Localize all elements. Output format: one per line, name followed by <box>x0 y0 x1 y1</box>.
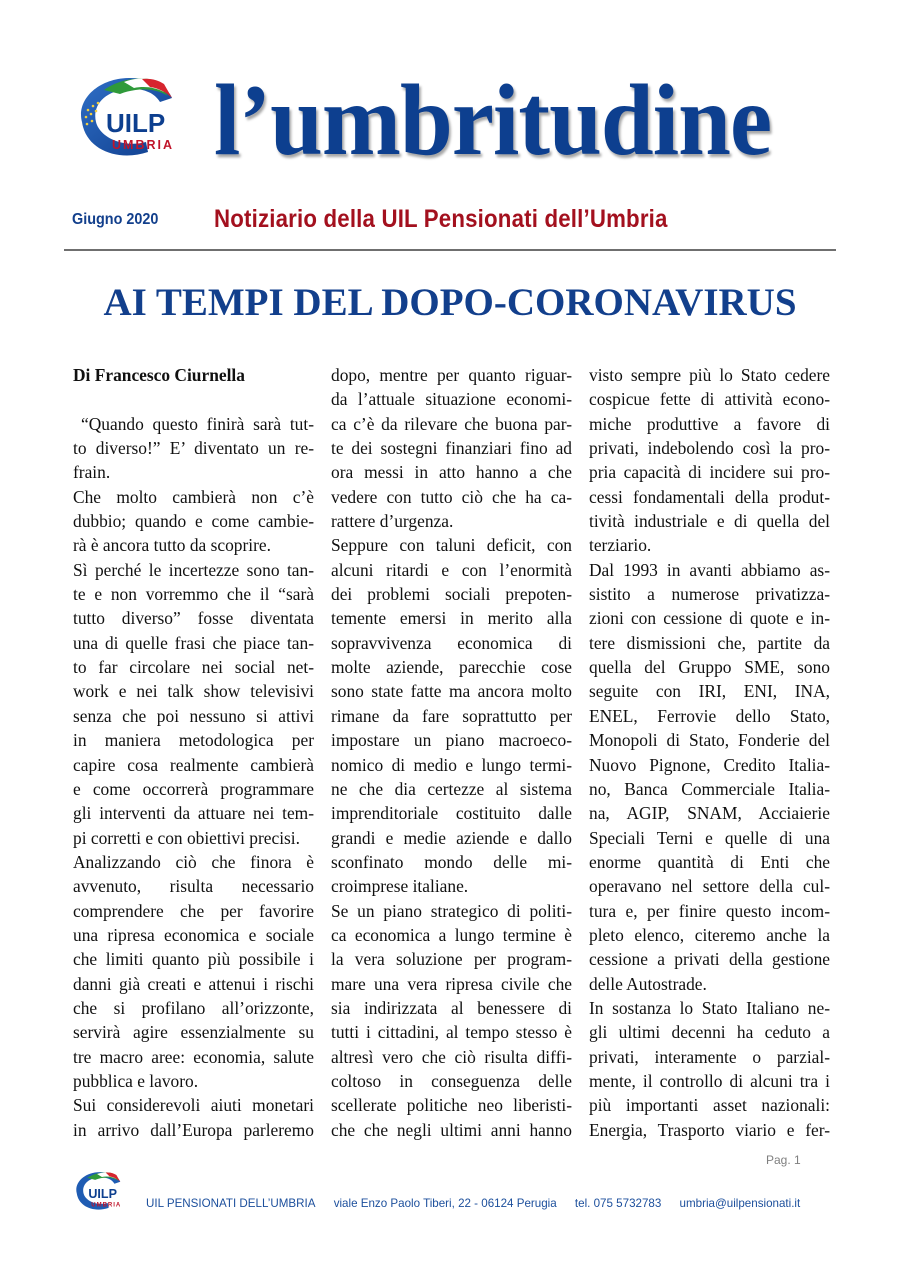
text-line: Nuovo Pignone, Credito Italia- <box>589 754 830 775</box>
text-line: sopravvivenza economica di <box>331 632 572 653</box>
text-line: grandi e medie aziende e dallo <box>331 827 572 848</box>
text-line: dopo, mentre per quanto riguar- <box>331 365 572 385</box>
text-line: Sì perché le incertezze sono tan- <box>73 559 314 580</box>
text-line: in arrivo dall’Europa parleremo <box>73 1119 314 1140</box>
text-line: senza che poi nessuno si attivi <box>73 705 314 726</box>
page-number: Pag. 1 <box>766 1153 801 1167</box>
text-line: più importanti asset nazionali: <box>589 1095 830 1116</box>
text-line: cospicue fette di attività econo- <box>589 389 830 410</box>
text-line: seguite con IRI, ENI, INA, <box>589 681 830 702</box>
text-line: rimane da fare soprattutto per <box>331 705 572 726</box>
text-line: molte aziende, parecchie cose <box>331 657 572 678</box>
newsletter-tagline: Notiziario della UIL Pensionati dell’Umbria <box>214 205 668 233</box>
text-line: mare una vera ripresa civile che <box>331 973 572 994</box>
text-line: work e nei talk show televisivi <box>73 681 314 702</box>
text-line: dei problemi sociali prepoten- <box>331 584 572 605</box>
text-line: croimprese italiane. <box>331 876 469 897</box>
text-line: sia indirizzata al benessere di <box>331 997 572 1018</box>
svg-text:UMBRIA: UMBRIA <box>91 1202 122 1209</box>
svg-text:UILP: UILP <box>88 1187 117 1202</box>
footer-organization: UIL PENSIONATI DELL’UMBRIA <box>146 1197 316 1210</box>
text-line: cessi fondamentali della produt- <box>589 486 830 507</box>
text-line: una di quelle frasi che piace tan- <box>73 632 314 653</box>
footer-address: viale Enzo Paolo Tiberi, 22 - 06124 Perugia <box>333 1197 557 1210</box>
text-line: vedere con tutto ciò che ha ca- <box>331 486 572 507</box>
article-column-1 <box>73 363 314 1142</box>
text-line: temente emersi in merito alla <box>331 608 572 629</box>
text-line: cessione a privati della gestione <box>589 949 830 970</box>
text-line: quella del Gruppo SME, sono <box>589 657 830 678</box>
svg-text:UILP: UILP <box>106 108 166 138</box>
text-line: sono state fatte ma ancora molto <box>331 681 572 702</box>
text-line: zioni con cessione di quote e in- <box>589 608 830 629</box>
uilp-ribbon-icon <box>70 1168 128 1212</box>
text-line: pubblica e lavoro. <box>73 1070 199 1091</box>
text-line: Monopoli di Stato, Fonderie del <box>589 730 830 751</box>
text-line: capire cosa realmente cambierà <box>73 754 314 775</box>
text-line: “Quando questo finirà sarà tut- <box>81 413 314 434</box>
text-line: Seppure con taluni deficit, con <box>331 535 572 556</box>
text-line: enorme quantità di Enti che <box>589 851 830 872</box>
text-line: da l’attuale situazione economi- <box>331 389 572 410</box>
text-line: Dal 1993 in avanti abbiamo as- <box>589 559 830 580</box>
text-line: tre macro aree: economia, salute <box>73 1046 314 1067</box>
text-line: gli interventi da attuare nei tem- <box>73 803 314 824</box>
text-line: gli ultimi decenni ha ceduto a <box>589 1022 830 1043</box>
text-line: pi corretti e con obiettivi precisi. <box>73 827 300 848</box>
text-line: ca c’è da rilevare che buona par- <box>331 413 572 434</box>
article-byline: Di Francesco Ciurnella <box>73 365 245 385</box>
text-line: operavano nel settore della cul- <box>589 876 830 897</box>
text-line: te dei sostegni finanziari fino ad <box>331 438 572 459</box>
header-divider <box>64 249 836 251</box>
text-line: rà è ancora tutto da scoprire. <box>73 535 271 556</box>
text-line: miche produttive a favore di <box>589 413 830 434</box>
text-line: pleto elenco, citeremo anche la <box>589 924 830 945</box>
text-line: impostare un piano macroeco- <box>331 730 572 751</box>
text-line: avvenuto, risulta necessario <box>73 876 314 897</box>
text-line: Analizzando ciò che finora è <box>73 851 314 872</box>
text-line: Che molto cambierà non c’è <box>73 486 314 507</box>
uilp-ribbon-icon <box>68 70 188 160</box>
footer-contact <box>146 1197 800 1210</box>
text-line: tura e, per finire questo incom- <box>589 900 830 921</box>
text-line: comprendere che per favorire <box>73 900 314 921</box>
text-line: che che negli ultimi anni hanno <box>331 1119 572 1140</box>
text-line: dubbio; quando e come cambie- <box>73 511 314 532</box>
text-line: na, AGIP, SNAM, Acciaierie <box>589 803 830 824</box>
text-line: sconfinato mondo delle mi- <box>331 851 572 872</box>
text-line: rattere d’urgenza. <box>331 511 454 532</box>
text-line: che si profilano all’orizzonte, <box>73 997 314 1018</box>
text-line: visto sempre più lo Stato cedere <box>589 365 830 385</box>
text-line: to far circolare nei social net- <box>73 657 314 678</box>
svg-text:UMBRIA: UMBRIA <box>112 138 174 152</box>
text-line: tere dismissioni che, partite da <box>589 632 830 653</box>
column-1-text <box>73 412 314 1142</box>
text-line: ne che dia certezze al sistema <box>331 778 572 799</box>
text-line: coltoso in conseguenza delle <box>331 1070 572 1091</box>
article-column-2 <box>331 363 572 1142</box>
footer-logo <box>70 1168 128 1212</box>
article-column-3 <box>589 363 830 1142</box>
text-line: frain. <box>73 462 111 483</box>
text-line: in maniera metodologica per <box>73 730 314 751</box>
text-line: In sostanza lo Stato Italiano ne- <box>589 997 830 1018</box>
text-line: tività industriale e di quella del <box>589 511 830 532</box>
footer-email-link[interactable]: umbria@uilpensionati.it <box>679 1197 801 1210</box>
text-line: Energia, Trasporto viario e fer- <box>589 1119 830 1140</box>
text-line: danni già creati e attenui i rischi <box>73 973 314 994</box>
text-line: e come occorrerà programmare <box>73 778 314 799</box>
footer-phone: tel. 075 5732783 <box>574 1197 662 1210</box>
text-line: tutto diverso” fosse diventata <box>73 608 314 629</box>
text-line: privati, interamente o parzial- <box>589 1046 830 1067</box>
text-line: tutti i cittadini, al tempo stesso è <box>331 1022 572 1043</box>
text-line: te e non vorremmo che il “sarà <box>73 584 314 605</box>
text-line: to diverso!” E’ diventato un re- <box>73 438 314 459</box>
uilp-umbria-logo <box>68 70 188 160</box>
text-line: imprenditoriale costituito dalle <box>331 803 572 824</box>
text-line: che limiti quanto più possibile i <box>73 949 314 970</box>
text-line: terziario. <box>589 535 652 556</box>
text-line: Speciali Terni e quelle di una <box>589 827 830 848</box>
text-line: una ripresa economica e sociale <box>73 924 314 945</box>
article-headline: AI TEMPI DEL DOPO-CORONAVIRUS <box>103 281 797 324</box>
text-line: ora messi in atto hanno a che <box>331 462 572 483</box>
text-line: altresì vero che ciò risulta diffi- <box>331 1046 572 1067</box>
text-line: privati, indebolendo così la pro- <box>589 438 830 459</box>
text-line: servirà agire essenzialmente su <box>73 1022 314 1043</box>
issue-date: Giugno 2020 <box>72 211 159 228</box>
text-line: alcuni ritardi e con l’enormità <box>331 559 572 580</box>
text-line: delle Autostrade. <box>589 973 707 994</box>
text-line: nomico di medio e lungo termi- <box>331 754 572 775</box>
text-line: Sui considerevoli aiuti monetari <box>73 1095 314 1116</box>
text-line: ENEL, Ferrovie dello Stato, <box>589 705 830 726</box>
text-line: no, Banca Commerciale Italia- <box>589 778 830 799</box>
text-line: sistito a numerose privatizza- <box>589 584 830 605</box>
newsletter-title: l’umbritudine <box>214 64 772 177</box>
text-line: la vera soluzione per program- <box>331 949 572 970</box>
text-line: scellerate politiche neo liberisti- <box>331 1095 572 1116</box>
text-line: mente, il controllo di alcuni tra i <box>589 1070 830 1091</box>
text-line: ca economica a lungo termine è <box>331 924 572 945</box>
text-line: Se un piano strategico di politi- <box>331 900 572 921</box>
text-line: pria capacità di incidere sui pro- <box>589 462 830 483</box>
